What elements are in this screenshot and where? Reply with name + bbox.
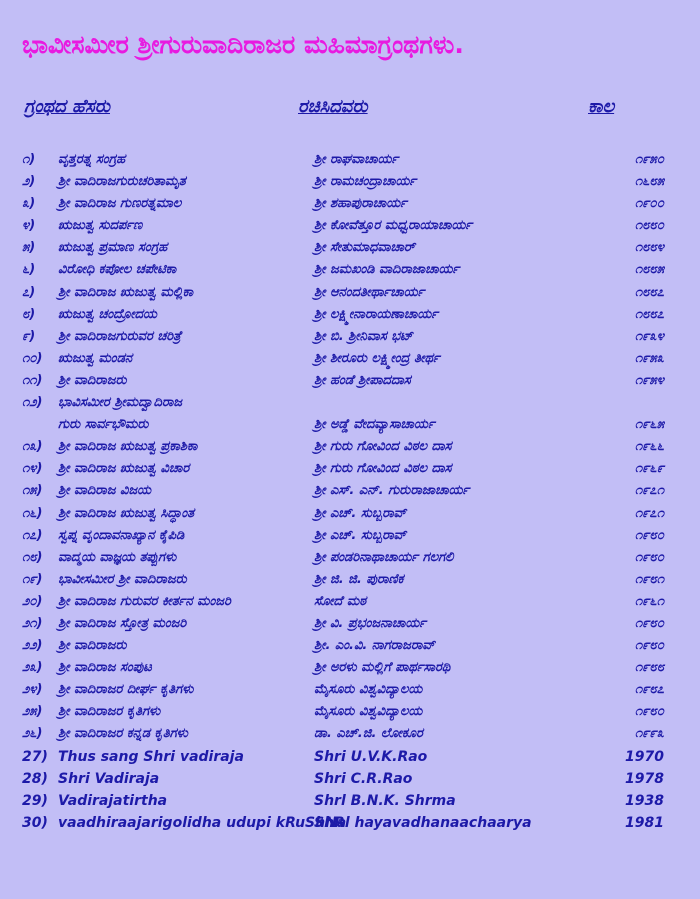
book-year: ೧೯೭೧ [634, 505, 664, 521]
row-number: ೪) [22, 218, 36, 234]
book-title: ಶ್ರೀ ವಾದಿರಾಜ ಸಂಪುಟ [58, 660, 152, 676]
book-year: ೧೯೮೦ [634, 615, 664, 631]
list-item [0, 747, 700, 769]
header-author: ರಚಿಸಿದವರು [298, 96, 368, 117]
book-title: ಶ್ರೀ ವಾದಿರಾಜರು [58, 372, 127, 388]
row-number: ೧೯) [22, 571, 43, 587]
book-title: Shri Vadiraja [58, 770, 160, 787]
book-author: ಶ್ರೀ ಗುರು ಗೋವಿಂದ ವಿಠಲ ದಾಸ [314, 461, 452, 477]
list-item [0, 194, 700, 216]
book-author: ಶ್ರೀ ಅಡ್ಡೆ ವೇದವ್ಯಾಸಾಚಾರ್ಯ [314, 417, 435, 433]
book-title: ಶ್ರೀ ವಾದಿರಾಜ ಸ್ತೋತ್ರ ಮಂಜರಿ [58, 615, 187, 631]
book-author: ಶ್ರೀ ಶಹಾಪುರಾಚಾರ್ಯ [314, 196, 407, 212]
list-item [0, 504, 700, 526]
book-year: ೧೯೦೦ [634, 196, 664, 212]
book-year: ೧೮೮೭ [634, 284, 664, 300]
book-title: ಶ್ರೀ ವಾದಿರಾಜರ ಕೃತಿಗಳು [58, 704, 161, 720]
book-year: ೧೯೮೦ [634, 704, 664, 720]
book-author: ಶ್ರೀ ಎಸ್. ಎನ್. ಗುರುರಾಜಾಚಾರ್ಯ [314, 483, 470, 499]
book-title: Thus sang Shri vadiraja [58, 748, 244, 765]
list-item [0, 791, 700, 813]
header-year: ಕಾಲ [588, 96, 615, 117]
book-title: Vadirajatirtha [58, 792, 168, 809]
book-year: ೧೯೫೪ [634, 372, 664, 388]
book-list [0, 150, 700, 835]
row-number: ೨೩) [22, 660, 43, 676]
book-title: ವೃತ್ತರತ್ನ ಸಂಗ್ರಹ [58, 152, 126, 167]
book-author: Shri C.R.Rao [314, 770, 413, 787]
row-number: ೧೧) [22, 372, 43, 388]
list-item [0, 260, 700, 282]
book-author: ಶ್ರೀ ರಾಘವಾಚಾರ್ಯ [314, 152, 399, 167]
book-author: ಶ್ರೀ ರಾಮಚಂದ್ರಾಚಾರ್ಯ [314, 174, 417, 190]
book-author: ಶ್ರೀ ಕೋವೆತ್ತೂರ ಮಧ್ವರಾಯಾಚಾರ್ಯ [314, 218, 473, 234]
list-item [0, 238, 700, 260]
book-year: 1981 [625, 814, 664, 831]
book-year: ೧೯೬೧ [634, 593, 664, 609]
row-number: ೧೬) [22, 505, 43, 521]
book-year: ೧೯೬೬ [634, 439, 664, 455]
book-author: ShRl hayavadhanaachaarya [314, 814, 532, 831]
list-item [0, 172, 700, 194]
book-title: ಭಾವೀಸಮೀರ ಶ್ರೀ ವಾದಿರಾಜರು [58, 571, 187, 587]
list-item [0, 349, 700, 371]
book-author: ಶ್ರೀ ಲಕ್ಷ್ಮೀನಾರಾಯಣಾಚಾರ್ಯ [314, 306, 439, 322]
book-author: ಮೈಸೂರು ವಿಶ್ವವಿದ್ಯಾಲಯ [314, 704, 423, 720]
book-author: Shrl B.N.K. Shrma [314, 792, 456, 809]
list-item [0, 459, 700, 481]
book-title: ಶ್ರೀ ವಾದಿರಾಜರು [58, 638, 127, 654]
book-author: ಶ್ರೀ ಜಮಖಂಡಿ ವಾದಿರಾಜಾಚಾರ್ಯ [314, 262, 460, 278]
list-item [0, 769, 700, 791]
book-author: ಶ್ರೀ ಆನಂದತೀರ್ಥಾಚಾರ್ಯ [314, 284, 425, 300]
row-number: ೧) [22, 152, 36, 167]
book-author: ಶ್ರೀ ಸೇತುಮಾಧವಾಚಾರ್ [314, 240, 415, 256]
row-number: 30) [22, 814, 48, 831]
page-title: ಭಾವೀಸಮೀರ ಶ್ರೀಗುರುವಾದಿರಾಜರ ಮಹಿಮಾಗ್ರಂಥಗಳು. [22, 30, 464, 59]
list-item [0, 216, 700, 238]
book-year: ೧೬೮೫ [634, 174, 664, 190]
book-author: ಶ್ರೀ ಬಿ. ಶ್ರೀನಿವಾಸ ಭಟ್ [314, 328, 413, 344]
book-year: ೧೯೯೩ [634, 726, 664, 742]
book-year: ೧೮೮೫ [634, 262, 664, 278]
book-title: ಋಜುತ್ವ ಸುದರ್ಪಣ [58, 218, 143, 234]
row-number: ೨೨) [22, 638, 43, 654]
book-year: ೧೯೮೮ [634, 660, 664, 676]
book-title: ಋಜುತ್ವ ಪ್ರಮಾಣ ಸಂಗ್ರಹ [58, 240, 168, 256]
book-author: Shri U.V.K.Rao [314, 748, 428, 765]
book-year: ೧೯೫೩ [634, 350, 664, 366]
row-number: ೨೪) [22, 682, 43, 698]
book-year: ೧೯೮೧ [634, 571, 664, 587]
book-author: ಮೈಸೂರು ವಿಶ್ವವಿದ್ಯಾಲಯ [314, 682, 423, 698]
book-title: ಶ್ರೀ ವಾದಿರಾಜರ ಕನ್ನಡ ಕೃತಿಗಳು [58, 726, 188, 742]
list-item [0, 702, 700, 724]
list-item [0, 481, 700, 503]
list-item [0, 393, 700, 415]
row-number: ೯) [22, 328, 36, 344]
list-item [0, 724, 700, 746]
list-item [0, 415, 700, 437]
book-title: ಶ್ರೀ ವಾದಿರಾಜಗುರುವರ ಚರಿತ್ರೆ [58, 328, 182, 344]
book-title: ಗುರು ಸಾರ್ವಭೌಮರು [58, 417, 149, 433]
list-item [0, 283, 700, 305]
book-title: ಭಾವಿಸಮೀರ ಶ್ರೀಮದ್ವಾದಿರಾಜ [58, 395, 183, 411]
book-author: ಡಾ. ಎಚ್.ಜಿ. ಲೋಕೂರ [314, 726, 423, 742]
book-year: 1938 [625, 792, 664, 809]
list-item [0, 658, 700, 680]
row-number: ೧೭) [22, 527, 43, 543]
book-year: ೧೯೮೦ [634, 527, 664, 543]
row-number: ೭) [22, 284, 36, 300]
list-item [0, 150, 700, 172]
row-number: ೧೦) [22, 350, 43, 366]
list-item [0, 680, 700, 702]
book-title: vaadhiraajarigolidha udupi kRuShNa [58, 814, 347, 831]
header-book-name: ಗ್ರಂಥದ ಹೆಸರು [24, 96, 110, 117]
book-year: ೧೯೮೦ [634, 549, 664, 565]
book-year: ೧೯೬೯ [634, 461, 664, 477]
book-year: ೧೮೮೭ [634, 306, 664, 322]
row-number: 28) [22, 770, 48, 787]
row-number: ೬) [22, 262, 36, 278]
list-item [0, 526, 700, 548]
book-title: ಶ್ರೀ ವಾದಿರಾಜ ಋಜುತ್ವ ವಿಚಾರ [58, 461, 190, 477]
book-author: ಶ್ರೀ ಎಚ್. ಸುಬ್ಬರಾವ್ [314, 527, 407, 543]
book-year: ೧೯೩೪ [634, 328, 664, 344]
book-title: ಋಜುತ್ವ ಮಂಡನ [58, 350, 133, 366]
book-year: ೧೮೮೪ [634, 240, 664, 256]
book-title: ಶ್ರೀ ವಾದಿರಾಜ ಗುಣರತ್ನಮಾಲ [58, 196, 182, 212]
book-author: ಶ್ರೀ ಶೀರೂರು ಲಕ್ಷ್ಮೀಂದ್ರ ತೀರ್ಥ [314, 350, 440, 366]
book-title: ವಾದ್ಮಯ ವಾಜ್ಞಯ ತಪ್ಪುಗಳು [58, 549, 177, 565]
list-item [0, 548, 700, 570]
book-year: ೧೯೮೭ [634, 682, 664, 698]
book-author: ಶ್ರೀ ಅರಳು ಮಲ್ಲಿಗೆ ಪಾರ್ಥಸಾರಥಿ [314, 660, 451, 676]
row-number: 29) [22, 792, 48, 809]
row-number: 27) [22, 748, 48, 765]
book-year: ೧೯೬೫ [634, 417, 664, 433]
book-title: ಶ್ರೀ ವಾದಿರಾಜ ಋಜುತ್ವ ಸಿದ್ಧಾಂತ [58, 505, 195, 521]
book-title: ವಿರೋಧಿ ಕಪೋಲ ಚಪೇಟಿಕಾ [58, 262, 177, 278]
row-number: ೩) [22, 196, 36, 212]
row-number: ೨೫) [22, 704, 43, 720]
list-item [0, 592, 700, 614]
book-author: ಶ್ರೀ ಎಚ್. ಸುಬ್ಬರಾವ್ [314, 505, 407, 521]
book-year: ೧೯೫೦ [634, 152, 664, 167]
book-author: ಶ್ರೀ. ಎಂ.ವಿ. ನಾಗರಾಜರಾವ್ [314, 638, 435, 654]
book-author: ಶ್ರೀ ವಿ. ಪ್ರಭಂಜನಾಚಾರ್ಯ [314, 615, 427, 631]
book-author: ಸೋದೆ ಮಠ [314, 593, 367, 609]
row-number: ೨೬) [22, 726, 43, 742]
row-number: ೨೧) [22, 615, 43, 631]
list-item [0, 570, 700, 592]
list-item [0, 614, 700, 636]
book-year: 1970 [625, 748, 664, 765]
book-author: ಶ್ರೀ ಪಂಡರಿನಾಥಾಚಾರ್ಯ ಗಲಗಲಿ [314, 549, 454, 565]
book-author: ಶ್ರೀ ಗುರು ಗೋವಿಂದ ವಿಠಲ ದಾಸ [314, 439, 452, 455]
row-number: ೧೪) [22, 461, 43, 477]
book-title: ಶ್ರೀ ವಾದಿರಾಜ ಗುರುವರ ಕೀರ್ತನ ಮಂಜರಿ [58, 593, 231, 609]
book-year: 1978 [625, 770, 664, 787]
book-year: ೧೯೮೦ [634, 638, 664, 654]
row-number: ೨೦) [22, 593, 43, 609]
book-title: ಶ್ರೀ ವಾದಿರಾಜರ ದೀರ್ಘ ಕೃತಿಗಳು [58, 682, 194, 698]
list-item [0, 371, 700, 393]
book-title: ಸ್ವಪ್ನ ವೃಂದಾವನಾಖ್ಯಾನ ಕೈಪಿಡಿ [58, 527, 185, 543]
book-author: ಶ್ರೀ ಜಿ. ಜಿ. ಪುರಾಣಿಕ [314, 571, 404, 587]
row-number: ೫) [22, 240, 36, 256]
book-year: ೧೮೮೦ [634, 218, 664, 234]
row-number: ೮) [22, 306, 36, 322]
row-number: ೧೩) [22, 439, 43, 455]
book-title: ಶ್ರೀ ವಾದಿರಾಜ ವಿಜಯ [58, 483, 152, 499]
book-title: ಋಜುತ್ವ ಚಂದ್ರೋದಯ [58, 306, 157, 322]
list-item [0, 636, 700, 658]
book-author: ಶ್ರೀ ಹಂಡೆ ಶ್ರೀಪಾದದಾಸ [314, 372, 411, 388]
book-title: ಶ್ರೀ ವಾದಿರಾಜಗುರುಚರಿತಾಮೃತ [58, 174, 186, 190]
book-title: ಶ್ರೀ ವಾದಿರಾಜ ಋಜುತ್ವ ಪ್ರಕಾಶಿಕಾ [58, 439, 198, 455]
row-number: ೧೫) [22, 483, 43, 499]
row-number: ೧೨) [22, 395, 43, 411]
list-item [0, 437, 700, 459]
list-item [0, 305, 700, 327]
book-year: ೧೯೭೧ [634, 483, 664, 499]
row-number: ೨) [22, 174, 36, 190]
list-item [0, 813, 700, 835]
book-title: ಶ್ರೀ ವಾದಿರಾಜ ಋಜುತ್ವ ಮಲ್ಲಿಕಾ [58, 284, 194, 300]
list-item [0, 327, 700, 349]
row-number: ೧೮) [22, 549, 43, 565]
